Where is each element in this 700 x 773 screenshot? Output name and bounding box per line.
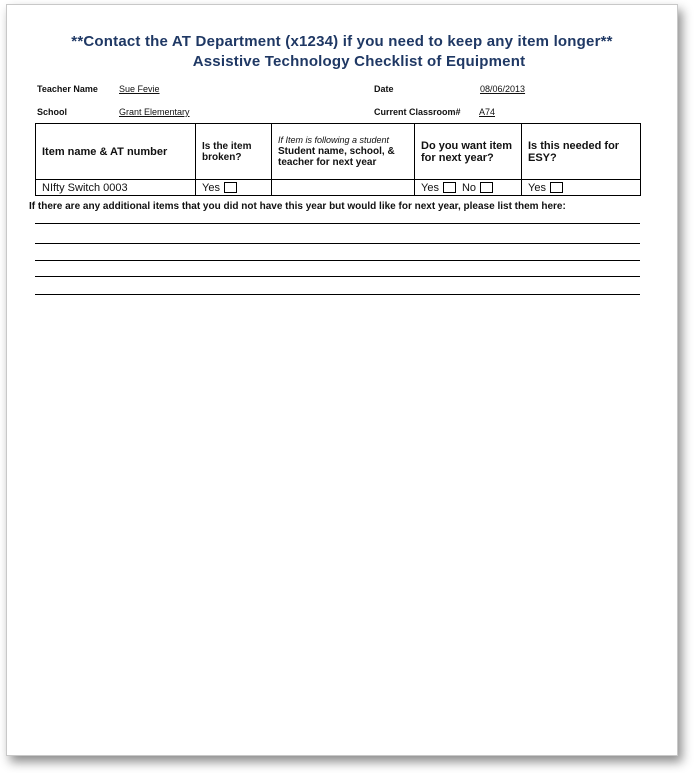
date-label: Date (374, 84, 394, 94)
table-row (36, 180, 641, 196)
broken-yes-label: Yes (202, 181, 220, 194)
cell-student[interactable] (272, 180, 415, 196)
document-page (6, 4, 678, 756)
equipment-table (35, 123, 641, 196)
write-line[interactable] (35, 243, 640, 244)
cell-esy (522, 180, 641, 196)
date-value[interactable]: 08/06/2013 (480, 84, 526, 94)
write-line[interactable] (35, 276, 640, 277)
cell-broken (196, 180, 272, 196)
school-value[interactable]: Grant Elementary (119, 107, 190, 117)
esy-yes-label: Yes (528, 181, 546, 194)
cell-want (415, 180, 522, 196)
header-want: Do you want item for next year? (415, 124, 522, 180)
school-label: School (37, 107, 68, 117)
want-no-label: No (461, 181, 477, 194)
header-broken: Is the item broken? (196, 124, 272, 180)
header-item: Item name & AT number (36, 124, 196, 180)
header-student (272, 124, 415, 180)
want-yes-checkbox[interactable] (443, 182, 456, 193)
esy-yes-checkbox[interactable] (550, 182, 563, 193)
header-student-note: If Item is following a student (278, 135, 390, 145)
write-line[interactable] (35, 294, 640, 295)
page-title: Assistive Technology Checklist of Equipment (192, 53, 526, 70)
header-esy: Is this needed for ESY? (522, 124, 641, 180)
write-line[interactable] (35, 260, 640, 261)
additional-items-instructions: If there are any additional items that you did not have this year but would like for next year, please list them here: (29, 201, 566, 212)
broken-yes-checkbox[interactable] (224, 182, 237, 193)
want-yes-label: Yes (421, 181, 439, 194)
teacher-name-label: Teacher Name (37, 84, 98, 94)
classroom-value[interactable]: A74 (479, 107, 496, 117)
classroom-label: Current Classroom# (374, 107, 461, 117)
contact-notice: **Contact the AT Department (x1234) if you need to keep any item longer** (71, 33, 613, 50)
teacher-name-value[interactable]: Sue Fevie (119, 84, 160, 94)
write-line[interactable] (35, 223, 640, 224)
table-header-row (36, 124, 641, 180)
cell-item[interactable]: NIfty Switch 0003 (36, 180, 196, 196)
header-student-text: Student name, school, & teacher for next year (278, 146, 395, 168)
want-no-checkbox[interactable] (480, 182, 493, 193)
